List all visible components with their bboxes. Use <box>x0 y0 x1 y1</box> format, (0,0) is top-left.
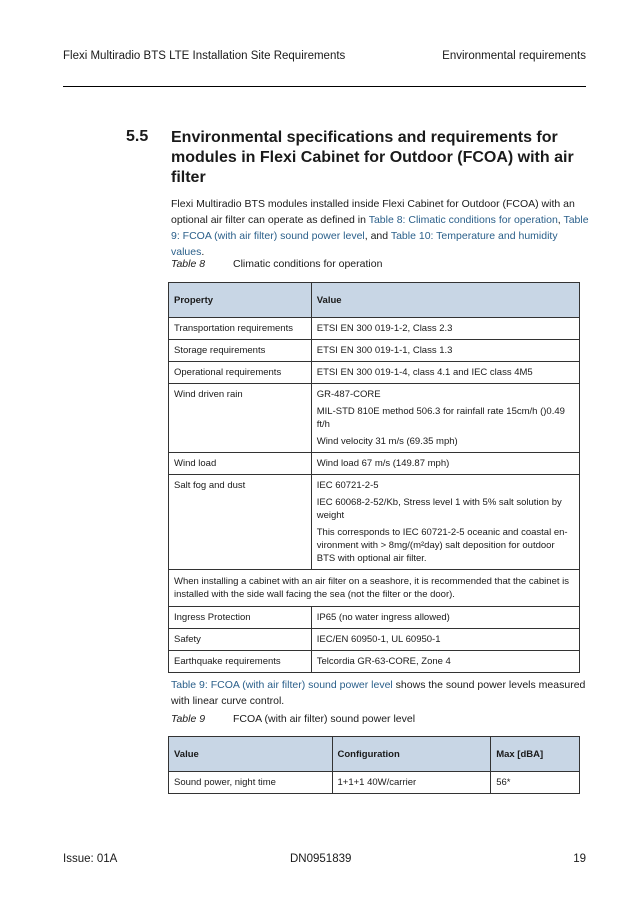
table-row <box>169 453 580 475</box>
column-header: Max [dBA] <box>491 737 580 772</box>
value-line: IEC 60721-2-5 <box>316 480 379 491</box>
table-8-caption <box>171 258 382 270</box>
table-8 <box>168 282 580 673</box>
page-header-title: Flexi Multiradio BTS LTE Installation Site Requirements <box>63 50 346 62</box>
table-note: When installing a cabinet with an air filter on a seashore, it is recommended that the cabinet is installed with the side wall facing the sea (not the filter or the door). <box>169 570 580 607</box>
footer-page-number: 19 <box>573 853 586 865</box>
table-cell: Sound power, night time <box>169 772 333 794</box>
intro-paragraph <box>171 196 591 260</box>
value-line: IEC/EN 60950-1, UL 60950-1 <box>316 634 441 645</box>
table-9-intro-text: shows the sound power levels measured with linear curve control. <box>171 679 586 707</box>
property-cell: Transportation requirements <box>169 318 312 340</box>
table-9-caption <box>171 713 415 725</box>
table-row <box>169 475 580 570</box>
table-row <box>169 362 580 384</box>
intro-text-1: Flexi Multiradio BTS modules installed inside Flexi Cabinet for Outdoor (FCOA) with an optional air filter can operate as defined in <box>171 198 575 226</box>
table-9-header-row <box>169 737 580 772</box>
value-line: ETSI EN 300 019-1-4, class 4.1 and IEC class 4M5 <box>316 367 533 378</box>
column-header: Value <box>311 283 579 318</box>
link-table-9[interactable]: Table 9: FCOA (with air filter) sound power level <box>171 214 589 242</box>
property-cell: Wind driven rain <box>169 384 312 453</box>
property-cell: Salt fog and dust <box>169 475 312 570</box>
property-cell: Storage requirements <box>169 340 312 362</box>
value-line: Wind load 67 m/s (149.87 mph) <box>316 458 450 469</box>
link-table-10[interactable]: Table 10: Temperature and humidity values <box>171 230 558 258</box>
header-divider <box>63 86 586 87</box>
value-cell <box>311 475 579 570</box>
value-line: IEC 60068-2-52/Kb, Stress level 1 with 5% salt solution by weight <box>316 497 562 521</box>
link-table-9-ref[interactable]: Table 9: FCOA (with air filter) sound power level <box>171 679 393 691</box>
table-9 <box>168 736 580 794</box>
value-cell <box>311 629 579 651</box>
column-header: Configuration <box>332 737 491 772</box>
column-header: Value <box>169 737 333 772</box>
intro-text-2: , <box>557 214 564 226</box>
value-cell <box>311 453 579 475</box>
table-8-header-row <box>169 283 580 318</box>
property-cell: Safety <box>169 629 312 651</box>
column-header: Property <box>169 283 312 318</box>
value-line: This corresponds to IEC 60721-2-5 oceanic and coastal en-vironment with > 8mg/(m²day) salt deposition for outdoor BTS with optional air filter. <box>316 527 568 564</box>
value-line: ETSI EN 300 019-1-2, Class 2.3 <box>316 323 453 334</box>
table-cell: 56* <box>491 772 580 794</box>
value-line: MIL-STD 810E method 506.3 for rainfall rate 15cm/h ()0.49 ft/h <box>316 406 565 430</box>
value-cell <box>311 362 579 384</box>
table-row <box>169 384 580 453</box>
footer-document-id: DN0951839 <box>290 853 352 865</box>
table-note-row <box>169 570 580 607</box>
page-header-chapter: Environmental requirements <box>442 50 586 62</box>
property-cell: Earthquake requirements <box>169 651 312 673</box>
value-cell <box>311 340 579 362</box>
table-row <box>169 651 580 673</box>
table-9-title: FCOA (with air filter) sound power level <box>233 713 416 725</box>
table-row <box>169 318 580 340</box>
table-9-label: Table 9 <box>171 713 206 725</box>
table-cell: 1+1+1 40W/carrier <box>332 772 491 794</box>
property-cell: Ingress Protection <box>169 607 312 629</box>
intro-text-3: , and <box>364 230 391 242</box>
table-8-label: Table 8 <box>171 258 206 270</box>
value-line: IP65 (no water ingress allowed) <box>316 612 450 623</box>
value-line: Telcordia GR-63-CORE, Zone 4 <box>316 656 451 667</box>
section-number: 5.5 <box>126 128 149 145</box>
table-row <box>169 607 580 629</box>
table-row <box>169 772 580 794</box>
table-8-title: Climatic conditions for operation <box>233 258 383 270</box>
value-cell <box>311 384 579 453</box>
value-cell <box>311 651 579 673</box>
table-9-intro-paragraph <box>171 677 591 709</box>
table-row <box>169 629 580 651</box>
table-row <box>169 340 580 362</box>
link-table-8[interactable]: Table 8: Climatic conditions for operation <box>368 214 558 226</box>
section-title: Environmental specifications and requirements for modules in Flexi Cabinet for Outdoor (FCOA) with air filter <box>171 129 574 186</box>
footer-issue: Issue: 01A <box>63 853 118 865</box>
value-cell <box>311 607 579 629</box>
intro-text-4: . <box>201 246 205 258</box>
value-line: Wind velocity 31 m/s (69.35 mph) <box>316 436 458 447</box>
value-line: GR-487-CORE <box>316 389 381 400</box>
value-cell <box>311 318 579 340</box>
property-cell: Operational requirements <box>169 362 312 384</box>
value-line: ETSI EN 300 019-1-1, Class 1.3 <box>316 345 453 356</box>
property-cell: Wind load <box>169 453 312 475</box>
